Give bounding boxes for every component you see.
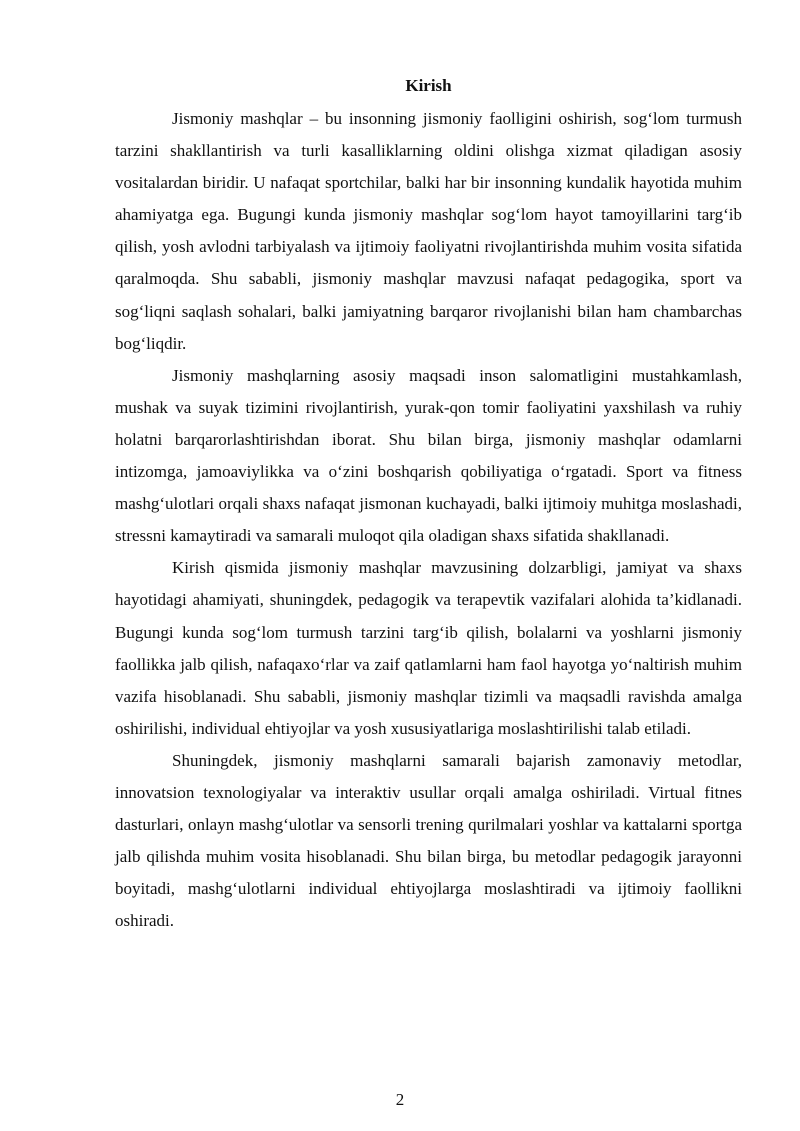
paragraph-2: Jismoniy mashqlarning asosiy maqsadi inson salomatligini mustahkamlash, mushak va suyak tizimini rivojlantirish, yurak-qon tomir faoliyatini yaxshilash va ruhiy holatni barqarorlashtirishdan iborat. Shu bilan birga, jismoniy mashqlar odamlarni intizomga, jamoaviylikka va o‘zini boshqarish qobiliyatiga o‘rgatadi. Sport va fitness mashg‘ulotlari orqali shaxs nafaqat jismonan kuchayadi, balki ijtimoiy muhitga moslashadi, stressni kamaytiradi va samarali muloqot qila oladigan shaxs sifatida shakllanadi. (115, 365, 742, 546)
section-title: Kirish (405, 76, 452, 95)
page-number: 2 (395, 1090, 405, 1109)
paragraph-3: Kirish qismida jismoniy mashqlar mavzusining dolzarbligi, jamiyat va shaxs hayotidagi ahamiyati, shuningdek, pedagogik va terapevtik vazifalari alohida ta’kidlanadi. Bugungi kunda sog‘lom turmush tarzini targ‘ib qilish, bolalarni va yoshlarni jismoniy faollikka jalb qilish, nafaqaxo‘rlar va zaif qatlamlarni ham faol hayotga yo‘naltirish muhim vazifa hisoblanadi. Shu sababli, jismoniy mashqlar tizimli va maqsadli ravishda amalga oshirilishi, individual ehtiyojlar va yosh xususiyatlariga moslashtirilishi talab etiladi. (115, 558, 742, 738)
paragraph-1: Jismoniy mashqlar – bu insonning jismoniy faolligini oshirish, sog‘lom turmush tarzini shakllantirish va turli kasalliklarning oldini olishga xizmat qiladigan asosiy vositalardan biridir. U nafaqat sportchilar, balki har bir insonning kundalik hayotida muhim ahamiyatga ega. Bugungi kunda jismoniy mashqlar sog‘lom hayot tamoyillarini targ‘ib qilish, yosh avlodni tarbiyalash va ijtimoiy faoliyatni rivojlantirishda muhim vosita sifatida qaralmoqda. Shu sababli, jismoniy mashqlar mavzusi nafaqat pedagogika, sport va sog‘liqni saqlash sohalari, balki jamiyatning barqaror rivojlanishi bilan ham chambarchas bog‘liqdir. (115, 109, 742, 353)
paragraph-4: Shuningdek, jismoniy mashqlarni samarali bajarish zamonaviy metodlar, innovatsion texnologiyalar va interaktiv usullar orqali amalga oshiriladi. Virtual fitnes dasturlari, onlayn mashg‘ulotlar va sensorli trening qurilmalari yoshlar va kattalarni sportga jalb qilishda muhim vosita hisoblanadi. Shu bilan birga, bu metodlar pedagogik jarayonni boyitadi, mashg‘ulotlarni individual ehtiyojlarga moslashtiradi va ijtimoiy faollikni oshiradi. (115, 750, 742, 931)
document-page (115, 74, 742, 937)
